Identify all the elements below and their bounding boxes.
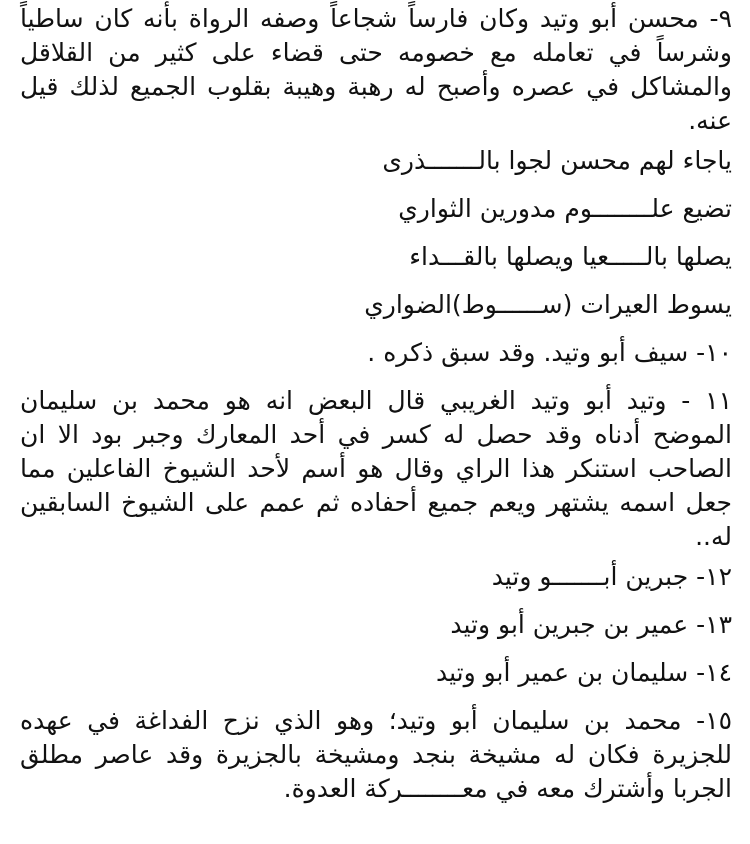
list-item-14: ١٤- سليمان بن عمير أبو وتيد (435, 658, 732, 687)
poem-verse-1: ياجاء لهم محسن لجوا بالـــــــذرى (382, 146, 732, 175)
poem-verse-4: يسوط العيرات (ســــــوط)الضواري (364, 290, 732, 319)
list-item-12: ١٢- جبرين أبـــــــو وتيد (491, 562, 732, 591)
poem-verse-3: يصلها بالـــــعيا ويصلها بالقـــداء (409, 242, 732, 271)
paragraph-item-15: ١٥- محمد بن سليمان أبو وتيد؛ وهو الذي نزح الفداغة في عهده للجزيرة فكان له مشيخة بنجد ومشيخة بالجزيرة وقد عاصر مطلق الجربا وأشترك معه في معــــــــركة العدوة. (20, 706, 732, 803)
poem-verse-2: تضيع علــــــــوم مدورين الثواري (398, 194, 732, 223)
list-item-13: ١٣- عمير بن جبرين أبو وتيد (450, 610, 732, 639)
paragraph-item-11: ١١ - وتيد أبو وتيد الغريبي قال البعض انه هو محمد بن سليمان الموضح أدناه وقد حصل له كسر في أحد المعارك وجبر بود الا ان الصاحب استنكر هذا الراي وقال هو أسم لأحد الشيوخ الفاعلين مما جعل اسمه يشتهر ويعم جميع أحفاده ثم عمم على الشيوخ السابقين له.. (20, 386, 732, 551)
paragraph-item-9: ٩- محسن أبو وتيد وكان فارساً شجاعاً وصفه الرواة بأنه كان ساطياً وشرساً في تعامله مع خصومه حتى قضاء على كثير من القلاقل والمشاكل في عصره وأصبح له رهبة وهيبة بقلوب الجميع لذلك قيل عنه. (20, 4, 732, 135)
list-item-10: ١٠- سيف أبو وتيد. وقد سبق ذكره . (367, 338, 732, 367)
